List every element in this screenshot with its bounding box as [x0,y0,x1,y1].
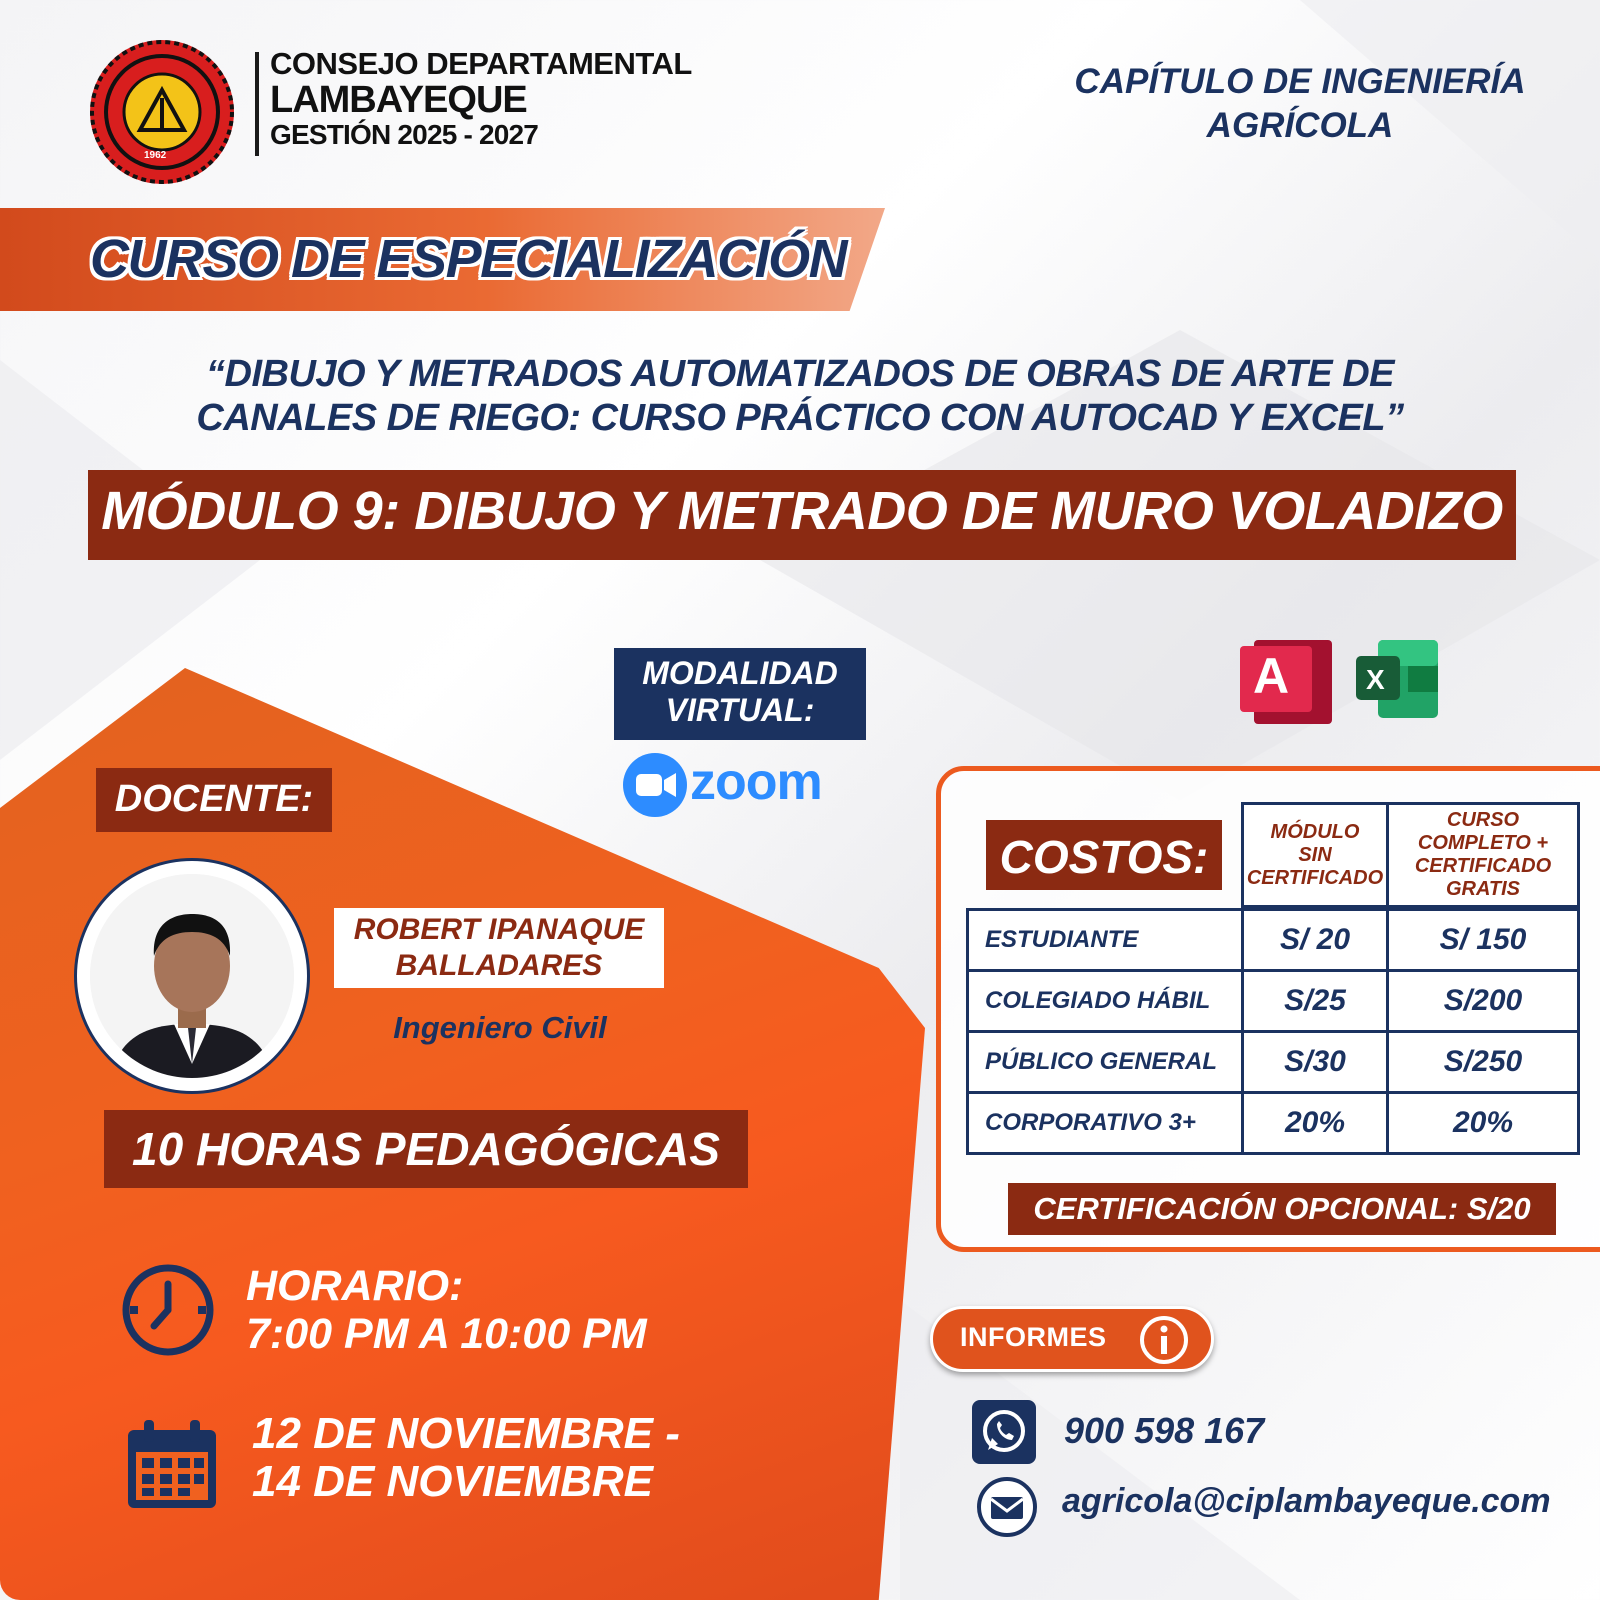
cip-seal-logo [88,38,236,186]
clock-icon [120,1262,216,1358]
cost-row-module: 20% [1241,1091,1389,1155]
schedule-label: HORARIO: [246,1262,464,1310]
informes-label: INFORMES [960,1322,1107,1352]
costs-header-full-line: CURSO [1446,809,1520,831]
whatsapp-icon [972,1400,1036,1464]
schedule [246,1262,647,1358]
docente-label: DOCENTE: [114,778,314,820]
excel-letter: X [1366,664,1385,695]
costs-label: COSTOS: [999,831,1209,883]
dates-line-2: 14 DE NOVIEMBRE [252,1457,653,1506]
council-line-3: GESTIÓN 2025 - 2027 [270,119,539,150]
cost-row-full: S/250 [1386,1030,1580,1094]
costs-header-full-line: CERTIFICADO [1414,855,1552,877]
teacher-name-line-2: BALLADARES [395,949,603,982]
contact-email[interactable]: agricola@ciplambayeque.com [1062,1482,1551,1520]
course-dates [252,1410,680,1506]
costs-header-module-line: MÓDULO [1270,820,1360,843]
cost-row-label: ESTUDIANTE [966,908,1244,972]
teacher-name-line-1: ROBERT IPANAQUE [353,913,645,946]
cost-row-full: S/200 [1386,969,1580,1033]
cost-row-label: COLEGIADO HÁBIL [966,969,1244,1033]
course-title [120,352,1480,440]
zoom-logo-text: zoom [690,753,822,811]
cost-row-label: PÚBLICO GENERAL [966,1030,1244,1094]
council-line-1: CONSEJO DEPARTAMENTAL [270,46,692,81]
chapter-line-2: AGRÍCOLA [1206,106,1394,145]
hours-label: 10 HORAS PEDAGÓGICAS [132,1123,720,1175]
contact-phone[interactable]: 900 598 167 [1064,1410,1265,1451]
course-type: CURSO DE ESPECIALIZACIÓN [90,229,847,289]
cost-row-full: 20% [1386,1091,1580,1155]
costs-header-module-line: CERTIFICADO [1246,866,1384,889]
email-icon [976,1476,1038,1538]
cost-row-full: S/ 150 [1386,908,1580,972]
council-name [270,48,692,149]
course-title-line-1: “DIBUJO Y METRADOS AUTOMATIZADOS DE OBRAS DE ARTE DE [206,353,1394,395]
costs-header-module-line: SIN [1298,843,1332,866]
council-line-2: LAMBAYEQUE [270,79,527,121]
schedule-time: 7:00 PM A 10:00 PM [246,1310,647,1358]
cost-row-module: S/ 20 [1241,908,1389,972]
calendar-icon [124,1416,220,1512]
costs-header-module [1241,802,1389,908]
dates-line-1: 12 DE NOVIEMBRE - [252,1409,680,1458]
costs-header-full [1386,802,1580,908]
modality-label [614,655,866,729]
chapter-line-1: CAPÍTULO DE INGENIERÍA [1074,62,1526,101]
cost-row-module: S/25 [1241,969,1389,1033]
autocad-letter: A [1253,648,1290,704]
person-silhouette-icon [90,874,294,1078]
chapter-name [1060,60,1540,148]
course-title-line-2: CANALES DE RIEGO: CURSO PRÁCTICO CON AUTOCAD Y EXCEL” [196,397,1404,439]
costs-header-full-line: COMPLETO + [1417,832,1549,854]
modality-line-1: MODALIDAD [642,655,838,691]
teacher-photo [90,874,294,1078]
optional-cert-label: CERTIFICACIÓN OPCIONAL: S/20 [1033,1191,1531,1226]
zoom-camera-icon [622,752,688,818]
teacher-name [334,912,664,984]
seal-year: 1962 [144,150,167,161]
info-icon [1138,1314,1190,1366]
header-divider [255,52,259,156]
module-title: MÓDULO 9: DIBUJO Y METRADO DE MURO VOLADIZO [101,481,1503,541]
cost-row-module: S/30 [1241,1030,1389,1094]
modality-line-2: VIRTUAL: [665,692,815,728]
cost-row-label: CORPORATIVO 3+ [966,1091,1244,1155]
teacher-title: Ingeniero Civil [393,1010,607,1045]
costs-header-full-line: GRATIS [1445,878,1521,900]
